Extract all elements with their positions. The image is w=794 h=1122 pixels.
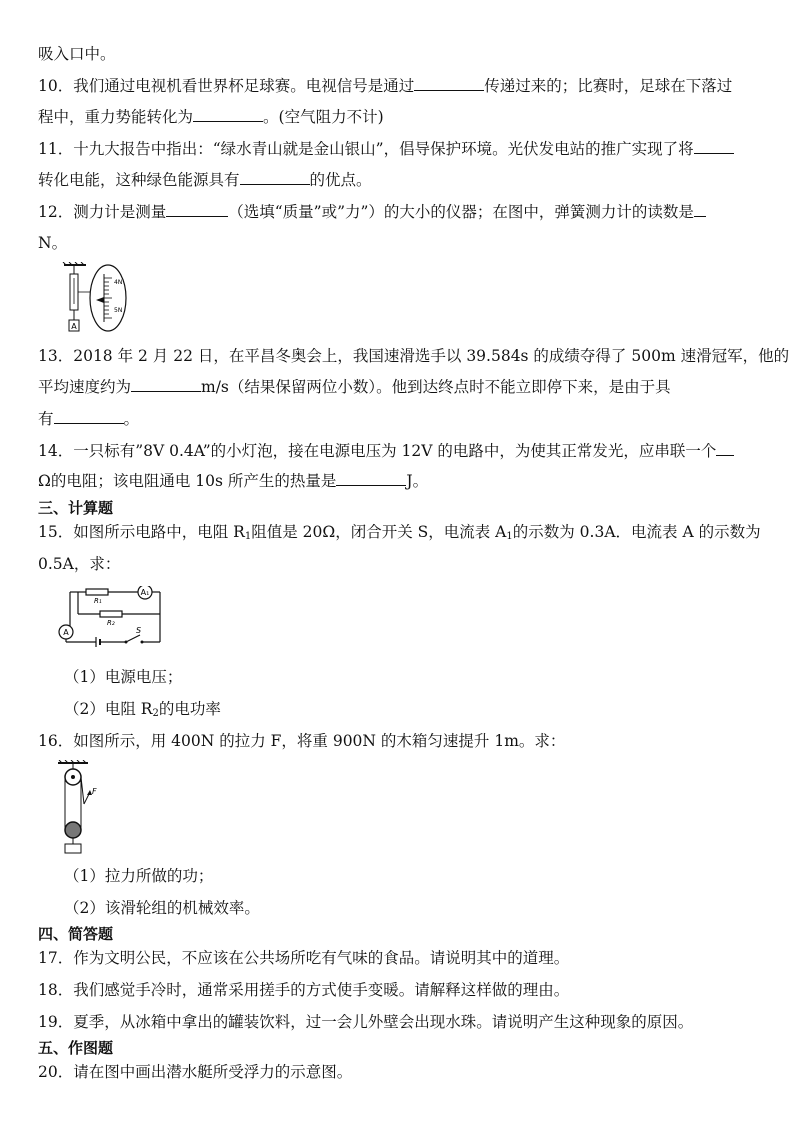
answer-blank[interactable] [694,202,706,217]
q15-sub-2: 1 [506,531,513,542]
pulley-figure [54,760,104,855]
force-f-label: F [92,787,97,796]
q15-sub-1: 1 [244,531,252,542]
circuit-diagram [56,586,168,648]
q14-text-c: J。 [406,472,429,490]
q15-part-2-text-a: （2）电阻 R [64,700,153,718]
q14-text-b: Ω的电阻；该电阻通电 10s 所产生的热量是 [38,472,337,490]
section-heading-short-answer: 四、简答题 [38,925,114,943]
q11-text-a: 11．十九大报告中指出：“绿水青山就是金山银山”，倡导保护环境。光伏发电站的推广实现了将 [38,140,694,158]
q10-text-b: 传递过来的；比赛时，足球在下落过 [484,77,733,95]
question-18: 18．我们感觉手冷时，通常采用搓手的方式使手变暖。请解释这样做的理由。 [38,981,570,999]
q15-text-a1: 15．如图所示电路中，电阻 R [38,523,245,541]
resistor-r1-label: R₁ [94,597,102,605]
answer-blank[interactable] [166,202,228,217]
q13-text-d: 有 [38,410,54,428]
question-14-line-1 [38,441,734,461]
q16-part-1: （1）拉力所做的功； [64,867,214,885]
answer-blank[interactable] [193,107,263,122]
question-15-line-1 [38,522,761,547]
weight-label: A [71,322,77,331]
question-14-line-2 [38,471,428,491]
q15-part-2 [64,699,221,724]
section-heading-drawing: 五、作图题 [38,1039,114,1057]
q16-part-2: （2）该滑轮组的机械效率。 [64,899,260,917]
q11-text-c: 的优点。 [309,171,372,189]
question-10-line-2 [38,107,384,127]
question-17: 17．作为文明公民，不应该在公共场所吃有气味的食品。请说明其中的道理。 [38,949,570,967]
q15-text-a2: 阻值是 20Ω，闭合开关 S，电流表 A [251,523,507,541]
q10-text-c: 程中，重力势能转化为 [38,108,194,126]
question-13-line-2 [38,377,671,397]
answer-blank[interactable] [240,170,310,185]
question-13-line-3 [38,409,139,429]
question-10-line-1 [38,76,732,96]
q15-part-2-sub: 2 [152,708,159,719]
question-13-line-1 [38,346,789,366]
q14-text-a: 14．一只标有”8V 0.4A”的小灯泡，接在电源电压为 12V 的电路中，为使其正常发光，应串联一个 [38,442,717,460]
question-19: 19．夏季，从冰箱中拿出的罐装饮料，过一会儿外壁会出现水珠。请说明产生这种现象的原因。 [38,1013,694,1031]
ammeter-a-label: A [63,628,69,637]
resistor-r2-label: R₂ [107,619,115,627]
ammeter-a1-label: A₁ [140,588,150,597]
q10-text-d: 。(空气阻力不计) [263,108,384,126]
q15-part-2-text-b: 的电功率 [158,700,221,718]
question-20: 20．请在图中画出潜水艇所受浮力的示意图。 [38,1063,353,1081]
q12-text-b: （选填“质量”或”力”）的大小的仪器；在图中，弹簧测力计的读数是 [228,203,694,221]
question-11-line-1 [38,139,734,159]
q13-text-c: m/s（结果保留两位小数）。他到达终点时不能立即停下来，是由于具 [201,378,671,396]
q12-text-a: 12．测力计是测量 [38,203,167,221]
answer-blank[interactable] [694,139,734,154]
q10-text-a: 10．我们通过电视机看世界杯足球赛。电视信号是通过 [38,77,415,95]
question-12-line-1 [38,202,706,222]
q15-text-a3: 的示数为 0.3A．电流表 A 的示数为 [512,523,761,541]
q11-text-b: 转化电能，这种绿色能源具有 [38,171,240,189]
answer-blank[interactable] [336,471,406,486]
answer-blank[interactable] [414,76,484,91]
question-11-line-2 [38,170,372,190]
q13-text-b: 平均速度约为 [38,378,132,396]
q13-text-e: 。 [123,410,140,428]
answer-blank[interactable] [131,377,201,392]
scale-mark-upper: 4N [114,279,123,286]
question-12-line-2 [38,233,67,253]
scale-mark-lower: 5N [114,307,123,314]
q13-text-a: 13．2018 年 2 月 22 日，在平昌冬奥会上，我国速滑选手以 39.584s 的成绩夺得了 500m 速滑冠军，他的 [38,347,790,365]
question-16-line-1: 16．如图所示，用 400N 的拉力 F，将重 900N 的木箱匀速提升 1m。求： [38,732,566,750]
q15-part-1: （1）电源电压； [64,668,183,686]
q15-text-b: 0.5A，求： [38,555,121,573]
answer-blank[interactable] [54,409,124,424]
section-heading-calculation: 三、计算题 [38,499,114,517]
question-15-line-2 [38,554,120,574]
switch-s-label: S [136,626,142,635]
q9-tail: 吸入口中。 [38,45,116,63]
spring-scale-figure [60,262,130,337]
q12-text-c: N。 [38,234,68,252]
answer-blank[interactable] [716,441,734,456]
